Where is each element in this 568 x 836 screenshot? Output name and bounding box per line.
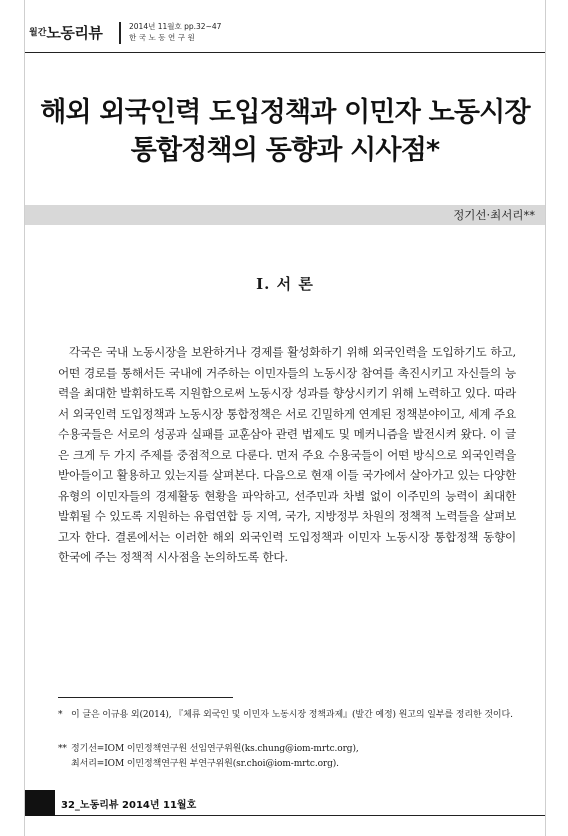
- title-line-1: 해외 외국인력 도입정책과 이민자 노동시장: [40, 97, 530, 128]
- brand-monthly: 월간: [29, 28, 47, 38]
- author-band: [25, 205, 545, 225]
- journal-header: [25, 18, 545, 48]
- article-title: [25, 94, 545, 170]
- issue-pages: 2014년 11월호 pp.32~47: [129, 22, 222, 31]
- journal-brand: [29, 22, 102, 43]
- title-line-2: 통합정책의 동향과 시사점*: [130, 135, 440, 166]
- issue-info: [129, 21, 221, 43]
- header-rule: [25, 52, 545, 53]
- page-number: 32: [61, 800, 75, 811]
- footer-rule: [55, 815, 545, 816]
- footer-bar: [25, 790, 55, 816]
- body-paragraph: 각국은 국내 노동시장을 보완하거나 경제를 활성화하기 위해 외국인력을 도입하기도 하고, 어떤 경로를 통해서든 국내에 거주하는 이민자들의 노동시장 참여를 촉진시키고 자신들의 능력을 최대한 발휘하도록 지원함으로써 노동시장 성과를 향상시키기 위해 노력하고 있다. 따라서 외국인력 도입정책과 노동시장 통합정책은 서로 긴밀하게 연계된 정책분야이고, 세계 주요 수용국들은 서로의 성공과 실패를 교훈삼아 관련 법제도 및 메커니즘을 발전시켜 왔다. 이 글은 크게 두 가지 주제를 중점적으로 다룬다. 먼저 주요 수용국들이 어떤 방식으로 외국인력을 받아들이고 활용하고 있는지를 살펴본다. 다음으로 현재 이들 국가에서 살아가고 있는 다양한 유형의 이민자들의 경제활동 현황을 파악하고, 선주민과 차별 없이 이주민의 능력이 최대한 발휘될 수 있도록 지원하는 유럽연합 등 지역, 국가, 지방정부 차원의 정책적 노력들을 살펴보고자 한다. 결론에서는 이러한 해외 외국인력 도입정책과 이민자 노동시장 통합정책 동향이 한국에 주는 정책적 시사점을 논의하도록 한다.: [58, 345, 516, 564]
- footnote-2-line-1: 정기선=IOM 이민정책연구원 선임연구위원(ks.chung@iom-mrtc.org),: [71, 744, 359, 754]
- footnote-2-mark: **: [58, 744, 67, 754]
- author-names: 정기선·최서리**: [453, 208, 535, 222]
- page-footer: [61, 796, 196, 811]
- footnote-1-text: 이 글은 이규용 외(2014), 『체류 외국인 및 이민자 노동시장 정책과제』(발간 예정) 원고의 일부를 정리한 것이다.: [71, 710, 513, 720]
- footnote-rule: [58, 697, 233, 698]
- footnote-2: [58, 742, 518, 772]
- footnote-1: [58, 708, 518, 723]
- footer-journal: _노동리뷰 2014년 11월호: [74, 800, 197, 811]
- brand-divider: [119, 22, 121, 44]
- footnote-2-line-2: 최서리=IOM 이민정책연구원 부연구위원(sr.choi@iom-mrtc.org).: [71, 759, 339, 769]
- section-heading: Ⅰ. 서 론: [256, 275, 314, 293]
- brand-title: 노동리뷰: [46, 24, 103, 42]
- publisher-name: 한국노동연구원: [129, 33, 198, 42]
- footnote-1-mark: *: [58, 710, 63, 720]
- journal-page: [24, 0, 546, 836]
